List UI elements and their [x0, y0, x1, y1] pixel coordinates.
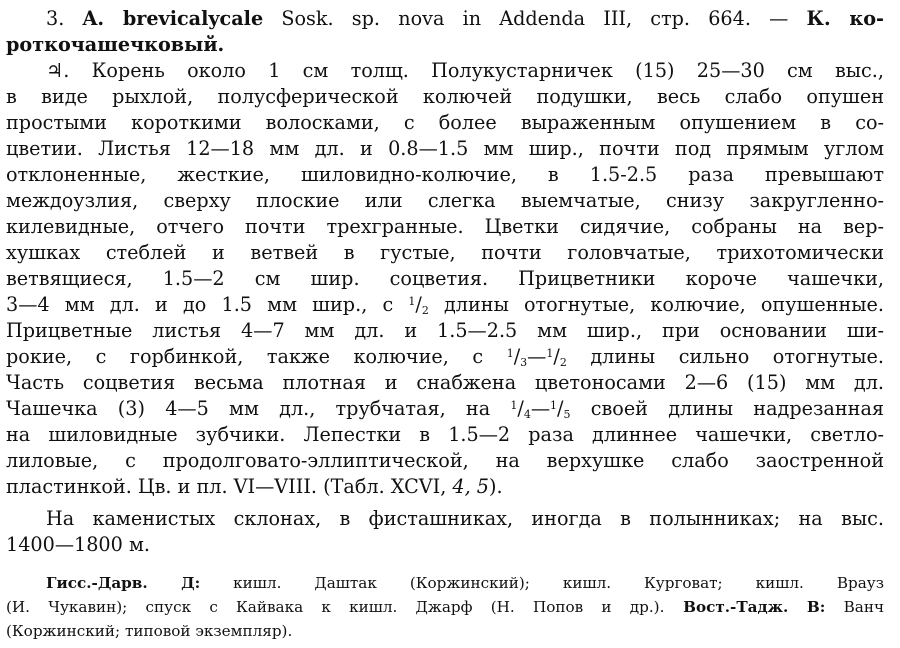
fraction-denominator: 5 [563, 408, 571, 421]
description-line-5: отклоненные, жесткие, шиловидно-колючие, в 1.5-2.5 раза превышают [6, 163, 884, 186]
description-line-13: Часть соцветия весьма плотная и снабжена цветоносами 2—6 (15) мм дл. [6, 371, 884, 394]
fraction-denominator: 2 [559, 356, 567, 369]
line10-text-b: длины отогнутые, колючие, опушенные. [428, 293, 884, 316]
dash: — [527, 345, 547, 368]
life-form-symbol: ♃. [46, 59, 70, 82]
description-line-1 [6, 58, 884, 84]
distribution-line-2 [6, 596, 884, 618]
species-number: 3. [46, 7, 65, 30]
fraction-numerator: 1 [550, 399, 558, 412]
description-line-2: в виде рыхлой, полусферической колючей подушки, весь слабо опушен [6, 85, 884, 108]
line12-text-a: рокие, с горбинкой, также колючие, с [6, 345, 507, 368]
species-name: A. brevicalycale [82, 7, 264, 30]
description-text: Корень около 1 см толщ. Полукустарничек (15) 25—30 см выс., [91, 59, 884, 82]
description-line-9: ветвящиеся, 1.5—2 см шир. соцветия. Прицветники короче чашечки, [6, 267, 884, 290]
description-line-8: хушках стеблей и ветвей в густые, почти головчатые, трихотомически [6, 241, 884, 264]
line14-text-a: Чашечка (3) 4—5 мм дл., трубчатая, на [6, 397, 511, 420]
distribution-line-1 [6, 572, 884, 594]
habitat-line-2: 1400—1800 м. [6, 533, 150, 556]
description-line-12: рокие, с горбинкой, также колючие, с $^1/_3—^1/_2$ длины сильно отогнутые. [6, 345, 884, 369]
fraction-numerator: 1 [510, 399, 518, 412]
fraction-denominator: 3 [520, 356, 528, 369]
line14-text-b: своей длины надрезанная [570, 397, 884, 420]
line17-text-b: ). [489, 475, 503, 498]
region-label: Вост.-Тадж. В: [664, 598, 826, 616]
species-author: Sosk. sp. nova in Addenda III, стр. 664. — [281, 7, 789, 30]
description-line-3: простыми короткими волосками, с более выраженным опушением в со- [6, 111, 884, 134]
description-line-11: Прицветные листья 4—7 мм дл. и 1.5—2.5 мм шир., при основании ши- [6, 319, 884, 342]
distribution-line-3: (Коржинский; типовой экземпляр). [6, 622, 293, 640]
habitat-text: На каменистых склонах, в фисташниках, иногда в полынниках; на выс. [46, 507, 884, 530]
species-heading [6, 6, 884, 32]
dash: — [530, 397, 551, 420]
distribution-text: Ванч [825, 598, 884, 616]
distribution-text: (И. Чукавин); спуск с Кайвака к кишл. Джарф (Н. Попов и др.). [6, 598, 665, 616]
region-label: Гисс.-Дарв. Д: [46, 574, 201, 592]
description-line-6: междоузлия, сверху плоские или слегка выемчатые, снизу закругленно- [6, 189, 884, 212]
description-line-7: килевидные, отчего почти трехгранные. Цветки сидячие, собраны на вер- [6, 215, 884, 238]
description-line-15: на шиловидные зубчики. Лепестки в 1.5—2 раза длиннее чашечки, светло- [6, 423, 884, 446]
habitat-line-1 [6, 506, 884, 532]
description-line-4: цветии. Листья 12—18 мм дл. и 0.8—1.5 мм шир., почти под прямым углом [6, 137, 884, 160]
fraction-denominator: 4 [523, 408, 531, 421]
russian-name-part2: роткочашечковый. [6, 33, 225, 56]
description-line-14: Чашечка (3) 4—5 мм дл., трубчатая, на $^1/_4—^1/_5$ своей длины надрезанная [6, 397, 884, 421]
description-line-17 [6, 474, 884, 500]
description-line-10: 3—4 мм дл. и до 1.5 мм шир., с $^1/_2$ длины отогнутые, колючие, опушенные. [6, 293, 884, 317]
fraction-numerator: 1 [546, 347, 554, 360]
line12-text-b: длины сильно отогнутые. [566, 345, 884, 368]
distribution-text: кишл. Даштак (Коржинский); кишл. Курговат; кишл. Врауз [200, 574, 885, 592]
fraction-denominator: 2 [421, 304, 429, 317]
description-line-16: лиловые, с продолговато-эллиптической, на верхушке слабо заостренной [6, 449, 884, 472]
line17-text-a: пластинкой. Цв. и пл. VI—VIII. (Табл. XCVI, [6, 475, 453, 498]
fraction-numerator: 1 [506, 347, 514, 360]
plate-figure-numbers: 4, 5 [452, 475, 490, 498]
line10-text-a: 3—4 мм дл. и до 1.5 мм шир., с [6, 293, 409, 316]
russian-name-part1: К. ко- [806, 7, 884, 30]
fraction-numerator: 1 [408, 295, 416, 308]
